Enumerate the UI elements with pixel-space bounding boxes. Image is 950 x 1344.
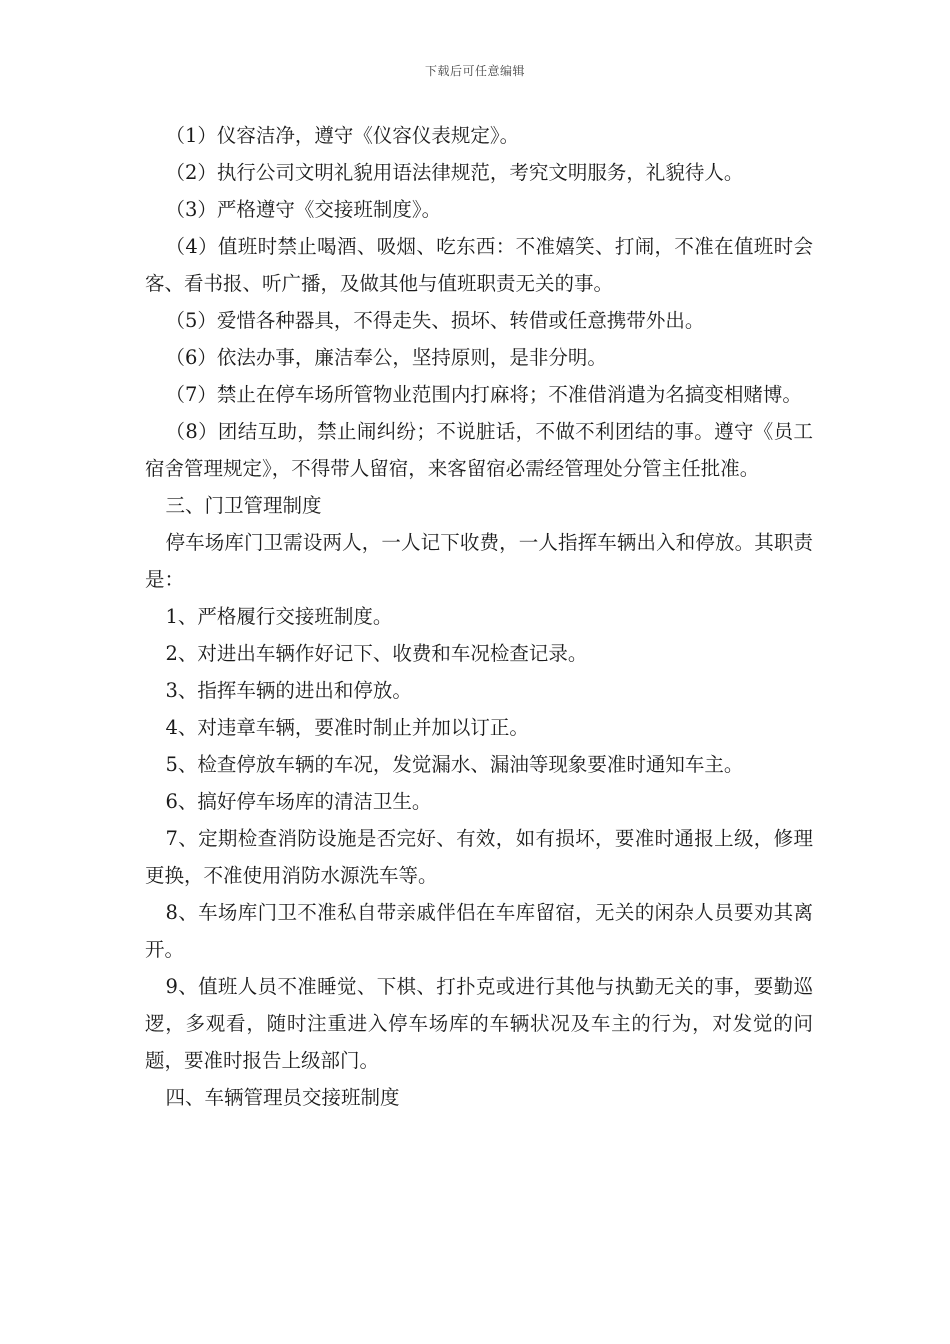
paragraph-duty-2: 2、对进出车辆作好记下、收费和车况检查记录。 <box>165 642 588 665</box>
paragraph-rule-8: （8）团结互助，禁止闹纠纷；不说脏话，不做不利团结的事。遵守《员工宿舍管理规定》，不得带人留宿，来客留宿必需经管理处分管主任批准。 <box>145 420 813 480</box>
paragraph-intro: 停车场库门卫需设两人，一人记下收费，一人指挥车辆出入和停放。其职责是： <box>145 531 813 591</box>
section-heading-4: 四、车辆管理员交接班制度 <box>165 1086 400 1109</box>
paragraph-rule-3: （3）严格遵守《交接班制度》。 <box>165 198 442 221</box>
paragraph-rule-6: （6）依法办事，廉洁奉公，坚持原则，是非分明。 <box>165 346 607 369</box>
paragraph-rule-1: （1）仪容洁净，遵守《仪容仪表规定》。 <box>165 124 520 147</box>
document-body <box>145 117 813 1116</box>
paragraph-duty-1: 1、严格履行交接班制度。 <box>165 605 393 628</box>
paragraph-duty-5: 5、检查停放车辆的车况，发觉漏水、漏油等现象要准时通知车主。 <box>165 753 744 776</box>
paragraph-rule-5: （5）爱惜各种器具，不得走失、损坏、转借或任意携带外出。 <box>165 309 705 332</box>
paragraph-duty-7: 7、定期检查消防设施是否完好、有效，如有损坏，要准时通报上级，修理更换，不准使用消防水源洗车等。 <box>145 827 813 887</box>
paragraph-duty-3: 3、指挥车辆的进出和停放。 <box>165 679 412 702</box>
paragraph-rule-2: （2）执行公司文明礼貌用语法律规范，考究文明服务，礼貌待人。 <box>165 161 744 184</box>
page-header: 下载后可任意编辑 <box>424 64 525 78</box>
paragraph-rule-7: （7）禁止在停车场所管物业范围内打麻将；不准借消遣为名搞变相赌博。 <box>165 383 802 406</box>
paragraph-duty-4: 4、对违章车辆，要准时制止并加以订正。 <box>165 716 529 739</box>
paragraph-duty-9: 9、值班人员不准睡觉、下棋、打扑克或进行其他与执勤无关的事，要勤巡逻，多观看，随时注重进入停车场库的车辆状况及车主的行为，对发觉的问题，要准时报告上级部门。 <box>145 975 813 1072</box>
paragraph-duty-8: 8、车场库门卫不准私自带亲戚伴侣在车库留宿，无关的闲杂人员要劝其离开。 <box>145 901 813 961</box>
paragraph-duty-6: 6、搞好停车场库的清洁卫生。 <box>165 790 432 813</box>
section-heading-3: 三、门卫管理制度 <box>165 494 322 517</box>
paragraph-rule-4: （4）值班时禁止喝酒、吸烟、吃东西：不准嬉笑、打闹，不准在值班时会客、看书报、听广播，及做其他与值班职责无关的事。 <box>145 235 813 295</box>
